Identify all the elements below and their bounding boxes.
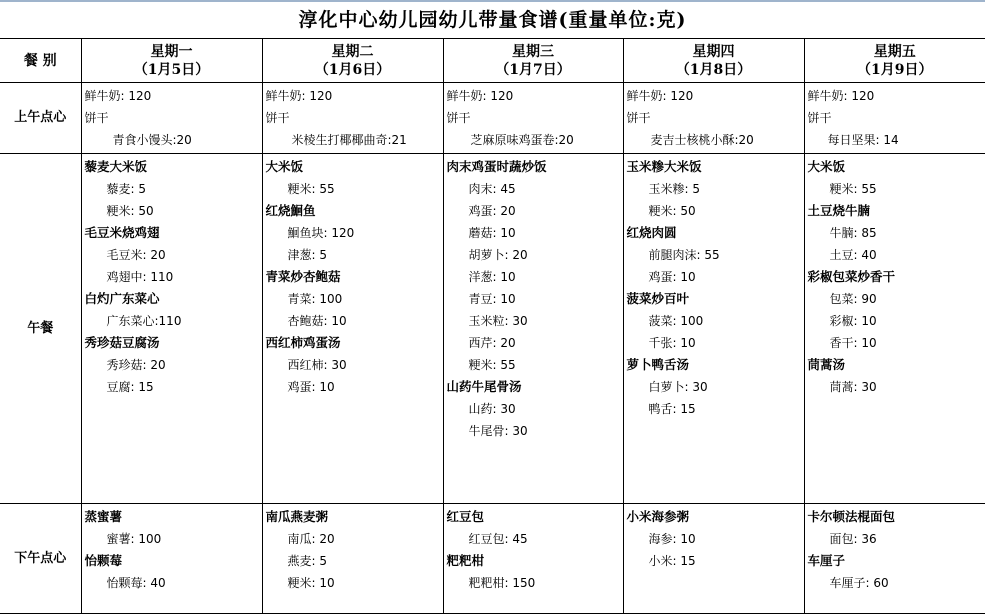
day-header-wed xyxy=(443,39,623,83)
dish-name: 秀珍菇豆腐汤 xyxy=(84,335,160,350)
ingredient-amount: 粳米: 10 xyxy=(287,576,335,590)
dish-name: 红烧鮰鱼 xyxy=(265,203,316,218)
ingredient-amount: 粳米: 55 xyxy=(468,358,516,372)
ingredient-amount: 菠菜: 100 xyxy=(648,314,704,328)
biscuit-item: 饼干 xyxy=(84,111,109,125)
weekday-label: 星期五 xyxy=(873,43,916,60)
ingredient-amount: 豆腐: 15 xyxy=(106,380,154,394)
dish-name: 土豆烧牛腩 xyxy=(807,203,871,218)
ingredient-amount: 鸡翅中: 110 xyxy=(106,270,174,284)
dish-name: 卡尔顿法棍面包 xyxy=(807,509,896,524)
dish-name: 大米饭 xyxy=(265,159,304,174)
ingredient-amount: 粳米: 50 xyxy=(648,204,696,218)
date-label: （1月5日） xyxy=(133,61,210,78)
milk-item: 鲜牛奶: 120 xyxy=(265,89,333,103)
ingredient-amount: 津葱: 5 xyxy=(287,248,327,262)
page-title: 淳化中心幼儿园幼儿带量食谱(重量单位:克) xyxy=(298,9,687,31)
dish-name: 西红柿鸡蛋汤 xyxy=(265,335,341,350)
dish-name: 蒸蜜薯 xyxy=(84,509,123,524)
meal-label-morning: 上午点心 xyxy=(0,83,81,154)
dish-name: 车厘子 xyxy=(807,553,846,568)
afternoon-cell-wed xyxy=(443,504,623,614)
dish-name: 玉米糁大米饭 xyxy=(626,159,702,174)
dish-name: 南瓜燕麦粥 xyxy=(265,509,329,524)
dish-name: 青菜炒杏鲍菇 xyxy=(265,269,341,284)
date-label: （1月6日） xyxy=(314,61,391,78)
biscuit-item: 饼干 xyxy=(446,111,471,125)
ingredient-amount: 山药: 30 xyxy=(468,402,516,416)
ingredient-amount: 包菜: 90 xyxy=(829,292,877,306)
snack-item: 米棱生打椰椰曲奇:21 xyxy=(291,133,407,147)
milk-item: 鲜牛奶: 120 xyxy=(807,89,875,103)
ingredient-amount: 秀珍菇: 20 xyxy=(106,358,166,372)
lunch-cell-fri xyxy=(804,154,985,504)
ingredient-amount: 鸭舌: 15 xyxy=(648,402,696,416)
morning-snack-row xyxy=(0,83,985,154)
biscuit-item: 饼干 xyxy=(626,111,651,125)
dish-name: 茼蒿汤 xyxy=(807,357,846,372)
day-header-thu xyxy=(623,39,804,83)
ingredient-amount: 西芹: 20 xyxy=(468,336,516,350)
ingredient-amount: 怡颗莓: 40 xyxy=(106,576,166,590)
ingredient-amount: 千张: 10 xyxy=(648,336,696,350)
header-row xyxy=(0,39,985,83)
ingredient-amount: 车厘子: 60 xyxy=(829,576,889,590)
weekday-label: 星期一 xyxy=(150,43,193,60)
ingredient-amount: 粑粑柑: 150 xyxy=(468,576,536,590)
dish-name: 彩椒包菜炒香干 xyxy=(807,269,896,284)
day-header-tue xyxy=(262,39,443,83)
morning-cell-wed xyxy=(443,83,623,154)
ingredient-amount: 白萝卜: 30 xyxy=(648,380,708,394)
ingredient-amount: 藜麦: 5 xyxy=(106,182,146,196)
dish-name: 大米饭 xyxy=(807,159,846,174)
milk-item: 鲜牛奶: 120 xyxy=(626,89,694,103)
dish-name: 红豆包 xyxy=(446,509,485,524)
meal-column-header: 餐 别 xyxy=(0,39,81,83)
afternoon-cell-tue xyxy=(262,504,443,614)
ingredient-amount: 毛豆米: 20 xyxy=(106,248,166,262)
ingredient-amount: 粳米: 55 xyxy=(829,182,877,196)
ingredient-amount: 牛尾骨: 30 xyxy=(468,424,528,438)
date-label: （1月9日） xyxy=(857,61,933,78)
meal-label-afternoon: 下午点心 xyxy=(0,504,81,614)
dish-name: 红烧肉圆 xyxy=(626,225,677,240)
snack-item: 青食小馒头:20 xyxy=(112,133,192,147)
biscuit-item: 饼干 xyxy=(807,111,832,125)
lunch-cell-wed xyxy=(443,154,623,504)
dish-name: 山药牛尾骨汤 xyxy=(446,379,522,394)
menu-table xyxy=(0,38,985,614)
morning-cell-mon xyxy=(81,83,262,154)
ingredient-amount: 西红柿: 30 xyxy=(287,358,347,372)
ingredient-amount: 燕麦: 5 xyxy=(287,554,327,568)
day-header-fri xyxy=(804,39,985,83)
snack-item: 麦吉士核桃小酥:20 xyxy=(650,133,754,147)
ingredient-amount: 粳米: 55 xyxy=(287,182,335,196)
morning-cell-fri xyxy=(804,83,985,154)
weekday-label: 星期二 xyxy=(331,43,374,60)
ingredient-amount: 蘑菇: 10 xyxy=(468,226,516,240)
ingredient-amount: 青豆: 10 xyxy=(468,292,516,306)
dish-name: 萝卜鸭舌汤 xyxy=(626,357,690,372)
dish-name: 小米海参粥 xyxy=(626,509,690,524)
window-top-edge xyxy=(0,0,985,2)
ingredient-amount: 鸡蛋: 10 xyxy=(648,270,696,284)
dish-name: 藜麦大米饭 xyxy=(84,159,148,174)
ingredient-amount: 牛腩: 85 xyxy=(829,226,877,240)
ingredient-amount: 红豆包: 45 xyxy=(468,532,528,546)
afternoon-cell-mon xyxy=(81,504,262,614)
ingredient-amount: 青菜: 100 xyxy=(287,292,343,306)
dish-name: 毛豆米烧鸡翅 xyxy=(84,225,160,240)
ingredient-amount: 土豆: 40 xyxy=(829,248,877,262)
milk-item: 鲜牛奶: 120 xyxy=(84,89,152,103)
snack-item: 每日坚果: 14 xyxy=(827,133,899,147)
ingredient-amount: 香干: 10 xyxy=(829,336,877,350)
dish-name: 菠菜炒百叶 xyxy=(626,291,690,306)
ingredient-amount: 粳米: 50 xyxy=(106,204,154,218)
lunch-cell-mon xyxy=(81,154,262,504)
morning-cell-tue xyxy=(262,83,443,154)
dish-name: 白灼广东菜心 xyxy=(84,291,160,306)
date-label: （1月8日） xyxy=(675,61,752,78)
afternoon-cell-fri xyxy=(804,504,985,614)
dish-name: 肉末鸡蛋时蔬炒饭 xyxy=(446,159,547,174)
milk-item: 鲜牛奶: 120 xyxy=(446,89,514,103)
afternoon-cell-thu xyxy=(623,504,804,614)
ingredient-amount: 鸡蛋: 10 xyxy=(287,380,335,394)
dish-name: 粑粑柑 xyxy=(446,553,485,568)
ingredient-amount: 海参: 10 xyxy=(648,532,696,546)
biscuit-item: 饼干 xyxy=(265,111,290,125)
ingredient-amount: 小米: 15 xyxy=(648,554,696,568)
ingredient-amount: 玉米糁: 5 xyxy=(648,182,700,196)
morning-cell-thu xyxy=(623,83,804,154)
ingredient-amount: 茼蒿: 30 xyxy=(829,380,877,394)
snack-item: 芝麻原味鸡蛋卷:20 xyxy=(470,133,574,147)
meal-label-lunch: 午餐 xyxy=(0,154,81,504)
afternoon-snack-row xyxy=(0,504,985,614)
ingredient-amount: 玉米粒: 30 xyxy=(468,314,528,328)
dish-name: 怡颗莓 xyxy=(84,553,123,568)
ingredient-amount: 面包: 36 xyxy=(829,532,877,546)
ingredient-amount: 洋葱: 10 xyxy=(468,270,516,284)
date-label: （1月7日） xyxy=(495,61,571,78)
ingredient-amount: 杏鲍菇: 10 xyxy=(287,314,347,328)
ingredient-amount: 鮰鱼块: 120 xyxy=(287,226,355,240)
day-header-mon xyxy=(81,39,262,83)
ingredient-amount: 鸡蛋: 20 xyxy=(468,204,516,218)
ingredient-amount: 南瓜: 20 xyxy=(287,532,335,546)
ingredient-amount: 胡萝卜: 20 xyxy=(468,248,528,262)
ingredient-amount: 广东菜心:110 xyxy=(106,314,182,328)
weekday-label: 星期三 xyxy=(512,43,554,60)
lunch-cell-thu xyxy=(623,154,804,504)
ingredient-amount: 彩椒: 10 xyxy=(829,314,877,328)
ingredient-amount: 前腿肉沫: 55 xyxy=(648,248,720,262)
ingredient-amount: 肉末: 45 xyxy=(468,182,516,196)
lunch-cell-tue xyxy=(262,154,443,504)
weekday-label: 星期四 xyxy=(692,43,735,60)
lunch-row xyxy=(0,154,985,504)
ingredient-amount: 蜜薯: 100 xyxy=(106,532,162,546)
